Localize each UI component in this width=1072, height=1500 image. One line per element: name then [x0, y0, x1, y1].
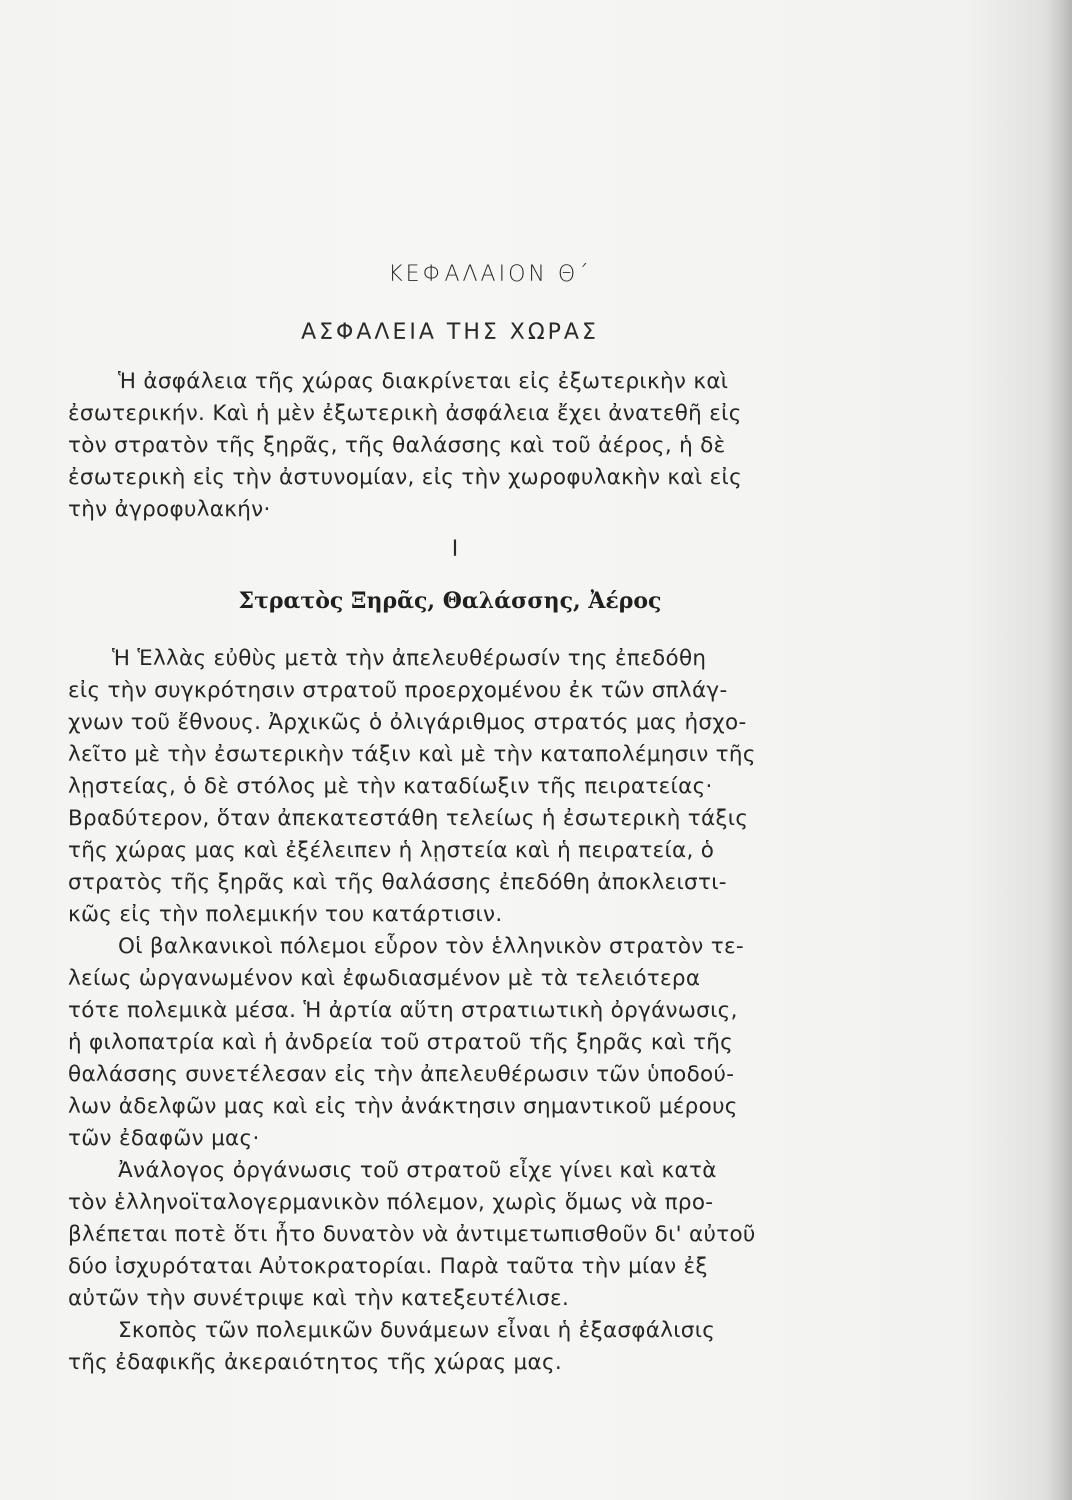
body-line: τῶν ἐδαφῶν μας· [68, 1126, 260, 1151]
body-line: λείως ὠργανωμένον καὶ ἐφωδιασμένον μὲ τὰ τελειότερα [68, 966, 701, 991]
intro-line: ἐσωτερικήν. Καὶ ἡ μὲν ἐξωτερικὴ ἀσφάλεια ἔχει ἀνατεθῆ εἰς [68, 401, 742, 426]
body-line: τότε πολεμικὰ μέσα. Ἡ ἀρτία αὕτη στρατιωτικὴ ὀργάνωσις, [68, 998, 738, 1023]
intro-line: τὸν στρατὸν τῆς ξηρᾶς, τῆς θαλάσσης καὶ τοῦ ἀέρος, ἡ δὲ [68, 433, 726, 458]
body-line: Ἀνάλογος ὀργάνωσις τοῦ στρατοῦ εἶχε γίνει καὶ κατὰ [118, 1158, 717, 1183]
body-line: λῃστείας, ὁ δὲ στόλος μὲ τὴν καταδίωξιν τῆς πειρατείας· [68, 774, 713, 799]
body-line: Σκοπὸς τῶν πολεμικῶν δυνάμεων εἶναι ἡ ἐξασφάλισις [118, 1318, 716, 1343]
body-line: κῶς εἰς τὴν πολεμικήν του κατάρτισιν. [68, 902, 503, 927]
chapter-title: ΑΣΦΑΛΕΙΑ ΤΗΣ ΧΩΡΑΣ [301, 320, 599, 345]
section-title: Στρατὸς Ξηρᾶς, Θαλάσσης, Ἀέρος [238, 588, 662, 614]
body-line: λεῖτο μὲ τὴν ἐσωτερικὴν τάξιν καὶ μὲ τὴν καταπολέμησιν τῆς [68, 742, 756, 767]
body-line: στρατὸς τῆς ξηρᾶς καὶ τῆς θαλάσσης ἐπεδόθη ἀποκλειστι- [68, 870, 727, 895]
chapter-heading: ΚΕΦΑΛΑΙΟΝ Θ΄ [388, 262, 592, 287]
body-line: τῆς χώρας μας καὶ ἐξέλειπεν ἡ λῃστεία καὶ ἡ πειρατεία, ὁ [68, 838, 715, 863]
body-line: Βραδύτερον, ὅταν ἀπεκατεστάθη τελείως ἡ ἐσωτερικὴ τάξις [68, 806, 749, 831]
body-line: δύο ἰσχυρόταται Αὐτοκρατορίαι. Παρὰ ταῦτα τὴν μίαν ἐξ [68, 1254, 708, 1279]
body-line: Οἱ βαλκανικοὶ πόλεμοι εὗρον τὸν ἑλληνικὸν στρατὸν τε- [118, 934, 744, 959]
body-line: χνων τοῦ ἔθνους. Ἀρχικῶς ὁ ὀλιγάριθμος στρατός μας ἠσχο- [68, 710, 747, 735]
body-line: λων ἀδελφῶν μας καὶ εἰς τὴν ἀνάκτησιν σημαντικοῦ μέρους [68, 1094, 738, 1119]
body-line: εἰς τὴν συγκρότησιν στρατοῦ προερχομένου ἐκ τῶν σπλάγ- [68, 678, 728, 703]
intro-line: τὴν ἀγροφυλακήν· [68, 497, 271, 522]
body-line: βλέπεται ποτὲ ὅτι ἦτο δυνατὸν νὰ ἀντιμετωπισθοῦν δι' αὐτοῦ [68, 1222, 756, 1247]
intro-line: ἐσωτερικὴ εἰς τὴν ἀστυνομίαν, εἰς τὴν χωροφυλακὴν καὶ εἰς [68, 465, 743, 490]
body-line: τῆς ἐδαφικῆς ἀκεραιότητος τῆς χώρας μας. [68, 1350, 563, 1375]
body-line: αὐτῶν τὴν συνέτριψε καὶ τὴν κατεξευτέλισε. [68, 1286, 570, 1311]
page-edge-shadow [1048, 0, 1072, 1500]
body-line: τὸν ἑλληνοϊταλογερμανικὸν πόλεμον, χωρὶς ὅμως νὰ προ- [68, 1190, 714, 1215]
section-number: Ι [451, 537, 459, 562]
body-line: θαλάσσης συνετέλεσαν εἰς τὴν ἀπελευθέρωσιν τῶν ὑποδού- [68, 1062, 735, 1087]
body-line: Ἡ Ἑλλὰς εὐθὺς μετὰ τὴν ἀπελευθέρωσίν της ἐπεδόθη [112, 646, 707, 671]
body-line: ἡ φιλοπατρία καὶ ἡ ἀνδρεία τοῦ στρατοῦ τῆς ξηρᾶς καὶ τῆς [68, 1030, 734, 1055]
intro-line: Ἡ ἀσφάλεια τῆς χώρας διακρίνεται εἰς ἐξωτερικὴν καὶ [118, 369, 729, 394]
